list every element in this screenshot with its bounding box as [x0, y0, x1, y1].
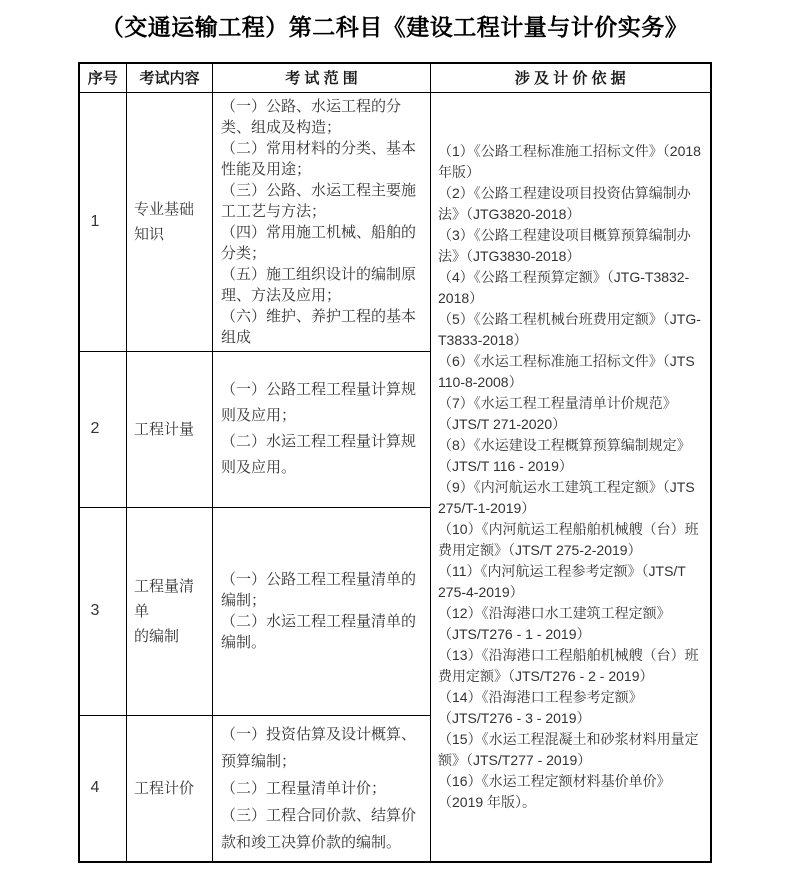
paragraph-line: （三）公路、水运工程主要施工工艺与方法； — [221, 181, 417, 220]
paragraph-line: （14）《沿海港口工程参考定额》（JTS/T276 - 3 - 2019） — [438, 688, 643, 726]
paragraph-line: 知识 — [134, 225, 165, 243]
paragraph-line: （二）水运工程工程量计算规则及应用。 — [221, 433, 417, 476]
paragraph-line: （4）《公路工程预算定额》（JTG-T3832-2018） — [438, 268, 690, 306]
column-header-pricing-basis: 涉 及 计 价 依 据 — [431, 63, 711, 92]
paragraph-line: （五）施工组织设计的编制原理、方法及应用； — [221, 265, 417, 304]
paragraph-line: 的编制 — [134, 627, 180, 645]
column-header-exam-content: 考试内容 — [127, 63, 213, 92]
paragraph-line: （二）水运工程工程量清单的编制。 — [221, 613, 417, 651]
column-header-exam-scope: 考 试 范 围 — [213, 63, 431, 92]
paragraph-line: （15）《水运工程混凝土和砂浆材料用量定额》（JTS/T277 - 2019） — [438, 730, 699, 768]
exam-content-cell — [127, 351, 213, 507]
paragraph-line: （8）《水运建设工程概算预算编制规定》（JTS/T 116 - 2019） — [438, 436, 691, 474]
table-row — [79, 92, 711, 351]
paragraph-line: （16）《水运工程定额材料基价单价》（2019 年版）。 — [438, 772, 671, 810]
paragraph-line: （一）公路工程工程量清单的编制； — [221, 571, 417, 609]
exam-content-cell — [127, 507, 213, 715]
paragraph-line: （9）《内河航运水工建筑工程定额》（JTS 275/T-1-2019） — [438, 478, 695, 516]
serial-number-cell: 4 — [79, 715, 127, 862]
paragraph-line: （5）《公路工程机械台班费用定额》（JTG-T3833-2018） — [438, 310, 701, 348]
exam-scope-cell — [213, 715, 431, 862]
serial-number-cell: 2 — [79, 351, 127, 507]
paragraph-line: （3）《公路工程建设项目概算预算编制办法》（JTG3830-2018） — [438, 226, 691, 264]
exam-content-cell — [127, 715, 213, 862]
paragraph-line: （1）《公路工程标准施工招标文件》（2018年版） — [438, 142, 701, 180]
paragraph-line: 工程计价 — [134, 779, 195, 797]
exam-scope-cell — [213, 507, 431, 715]
paragraph-line: （四）常用施工机械、船舶的分类； — [221, 223, 417, 262]
paragraph-line: （二）常用材料的分类、基本性能及用途； — [221, 139, 417, 178]
column-header-serial-number: 序号 — [79, 63, 127, 92]
exam-scope-cell — [213, 92, 431, 351]
serial-number-cell: 1 — [79, 92, 127, 351]
paragraph-line: （一）公路工程工程量计算规则及应用； — [221, 381, 417, 424]
paragraph-line: 工程计量 — [134, 420, 195, 438]
paragraph-line: （一）投资估算及设计概算、预算编制； — [221, 725, 417, 770]
paragraph-line: （10）《内河航运工程船舶机械艘（台）班费用定额》（JTS/T 275-2-2019） — [438, 520, 699, 558]
paragraph-line: （11）《内河航运工程参考定额》（JTS/T 275-4-2019） — [438, 562, 686, 600]
pricing-basis-cell — [431, 92, 711, 862]
paragraph-line: （13）《沿海港口工程船舶机械艘（台）班费用定额》（JTS/T276 - 2 - 2019） — [438, 646, 699, 684]
exam-scope-cell — [213, 351, 431, 507]
exam-syllabus-table — [78, 62, 712, 863]
paragraph-line: （六）维护、养护工程的基本组成 — [221, 307, 417, 346]
paragraph-line: 工程量清单 — [134, 577, 195, 620]
paragraph-line: （6）《水运工程标准施工招标文件》（JTS 110-8-2008） — [438, 352, 695, 390]
serial-number-cell: 3 — [79, 507, 127, 715]
page-title: （交通运输工程）第二科目《建设工程计量与计价实务》 — [100, 14, 689, 40]
paragraph-line: （二）工程量清单计价； — [221, 779, 387, 797]
exam-content-cell — [127, 92, 213, 351]
paragraph-line: （2）《公路工程建设项目投资估算编制办法》（JTG3820-2018） — [438, 184, 691, 222]
paragraph-line: （三）工程合同价款、结算价款和竣工决算价款的编制。 — [221, 806, 417, 851]
paragraph-line: 专业基础 — [134, 200, 195, 218]
paragraph-line: （12）《沿海港口水工建筑工程定额》（JTS/T276 - 1 - 2019） — [438, 604, 671, 642]
header-row — [79, 63, 711, 92]
paragraph-line: （一）公路、水运工程的分类、组成及构造； — [221, 97, 402, 136]
paragraph-line: （7）《水运工程工程量清单计价规范》（JTS/T 271-2020） — [438, 394, 677, 432]
